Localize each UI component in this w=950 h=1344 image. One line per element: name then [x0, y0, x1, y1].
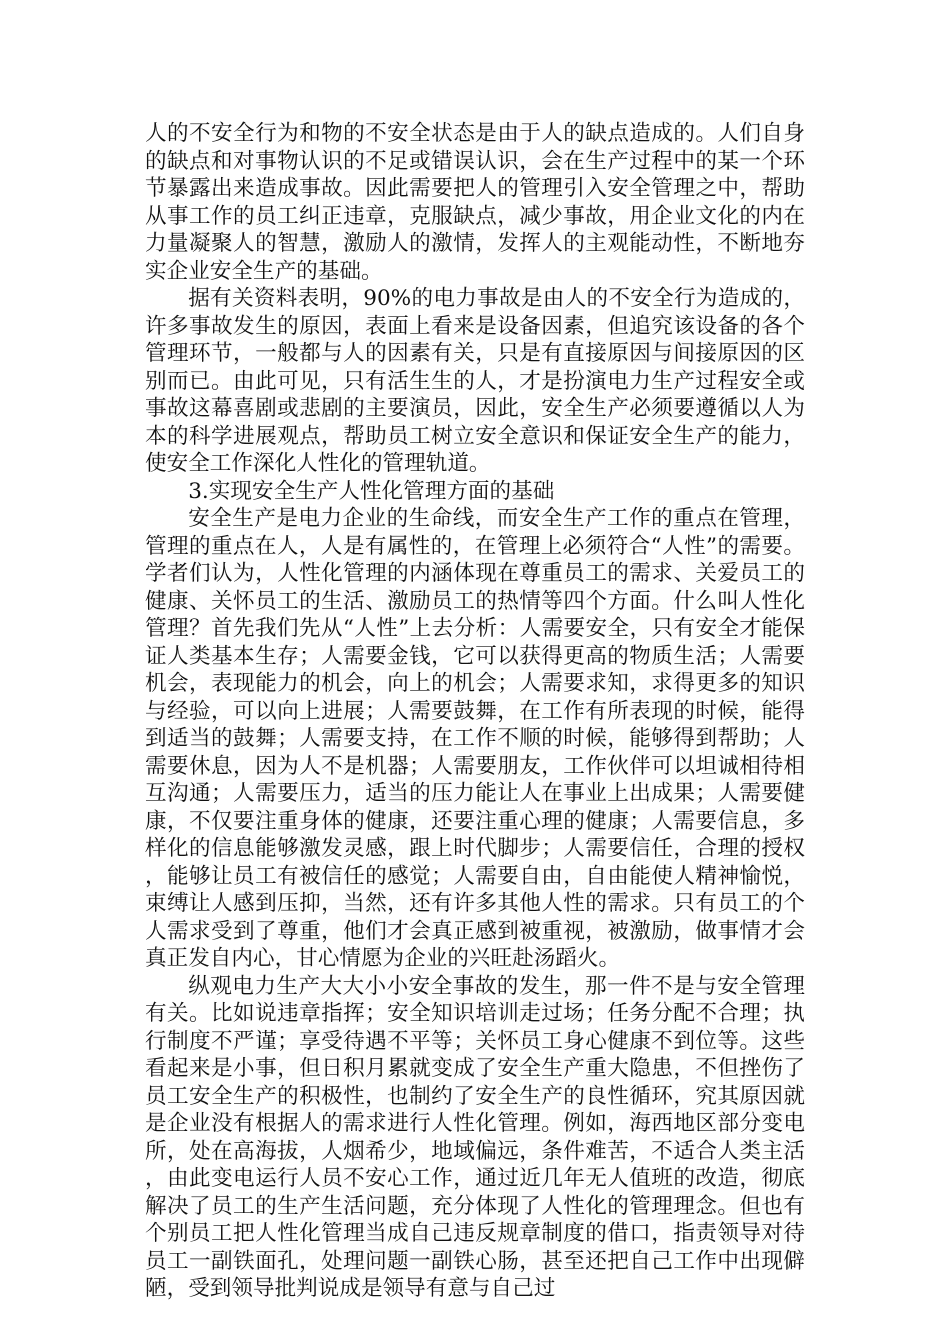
document-body [145, 120, 805, 1303]
paragraph-2: 据有关资料表明，90%的电力事故是由人的不安全行为造成的，许多事故发生的原因，表面上看来是设备因素，但追究该设备的各个管理环节，一般都与人的因素有关，只是有直接原因与间接原因的区别而已。由此可见，只有活生生的人，才是扮演电力生产过程安全或事故这幕喜剧或悲剧的主要演员，因此，安全生产必须要遵循以人为本的科学进展观点，帮助员工树立安全意识和保证安全生产的能力，使安全工作深化人性化的管理轨道。 [145, 286, 805, 476]
paragraph-3: 安全生产是电力企业的生命线，而安全生产工作的重点在管理，管理的重点在人，人是有属性的，在管理上必须符合“人性”的需要。学者们认为，人性化管理的内涵体现在尊重员工的需求、关爱员工的健康、关怀员工的生活、激励员工的热情等四个方面。什么叫人性化管理？首先我们先从“人性”上去分析：人需要安全，只有安全才能保证人类基本生存；人需要金钱，它可以获得更高的物质生活；人需要机会，表现能力的机会，向上的机会；人需要求知，求得更多的知识与经验，可以向上进展；人需要鼓舞，在工作有所表现的时候，能得到适当的鼓舞；人需要支持，在工作不顺的时候，能够得到帮助；人需要休息，因为人不是机器；人需要朋友，工作伙伴可以坦诚相待相互沟通；人需要压力，适当的压力能让人在事业上出成果；人需要健康，不仅要注重身体的健康，还要注重心理的健康；人需要信息，多样化的信息能够激发灵感，跟上时代脚步；人需要信任，合理的授权，能够让员工有被信任的感觉；人需要自由，自由能使人精神愉悦，束缚让人感到压抑，当然，还有许多其他人性的需求。只有员工的个人需求受到了尊重，他们才会真正感到被重视，被激励，做事情才会真正发自内心，甘心情愿为企业的兴旺赴汤蹈火。 [145, 506, 805, 971]
paragraph-1: 人的不安全行为和物的不安全状态是由于人的缺点造成的。人们自身的缺点和对事物认识的不足或错误认识，会在生产过程中的某一个环节暴露出来造成事故。因此需要把人的管理引入安全管理之中，帮助从事工作的员工纠正违章，克服缺点，减少事故，用企业文化的内在力量凝聚人的智慧，激励人的激情，发挥人的主观能动性，不断地夯实企业安全生产的基础。 [145, 121, 805, 284]
section-heading: 3.实现安全生产人性化管理方面的基础 [188, 478, 555, 504]
paragraph-4: 纵观电力生产大大小小安全事故的发生，那一件不是与安全管理有关。比如说违章指挥；安全知识培训走过场；任务分配不合理；执行制度不严谨；享受待遇不平等；关怀员工身心健康不到位等。这些看起来是小事，但日积月累就变成了安全生产重大隐患，不但挫伤了员工安全生产的积极性，也制约了安全生产的良性循环，究其原因就是企业没有根据人的需求进行人性化管理。例如，海西地区部分变电所，处在高海拔，人烟希少，地域偏远，条件难苦，不适合人类主活，由此变电运行人员不安心工作，通过近几年无人值班的改造，彻底解决了员工的生产生活问题，充分体现了人性化的管理理念。但也有个别员工把人性化管理当成自己违反规章制度的借口，指责领导对待员工一副铁面孔，处理问题一副铁心肠，甚至还把自己工作中出现僻陋，受到领导批判说成是领导有意与自己过 [145, 973, 805, 1301]
